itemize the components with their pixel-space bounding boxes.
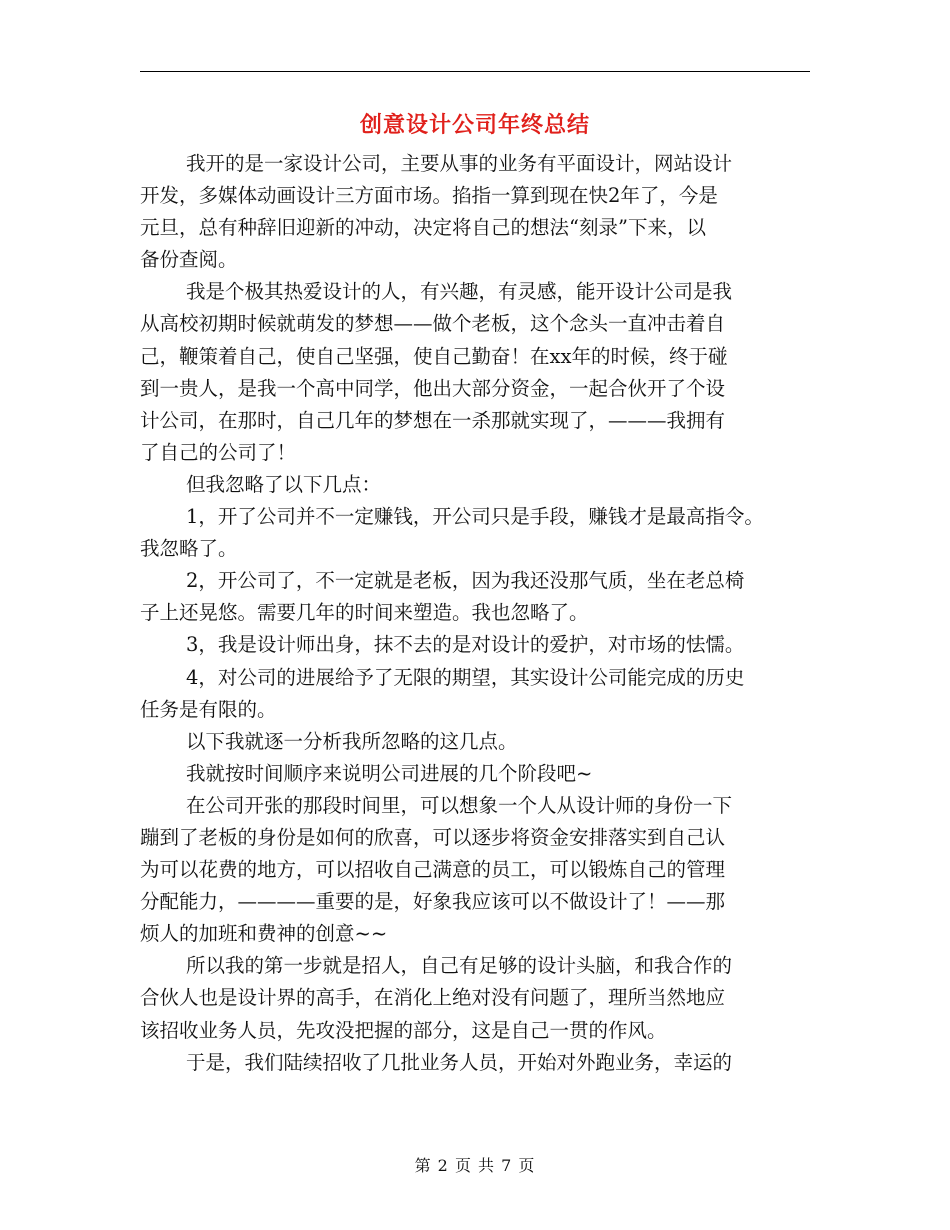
text-line: 分配能力，————重要的是，好象我应该可以不做设计了！——那 <box>140 890 726 914</box>
header-rule <box>140 71 810 72</box>
text-line: 我就按时间顺序来说明公司进展的几个阶段吧~ <box>186 761 593 785</box>
text-line: 以下我就逐一分析我所忽略的这几点。 <box>186 729 518 753</box>
text-line: 烦人的加班和费神的创意~~ <box>140 922 388 946</box>
text-line: 子上还晃悠。需要几年的时间来塑造。我也忽略了。 <box>140 601 589 625</box>
text-line: 该招收业务人员，先攻没把握的部分，这是自己一贯的作风。 <box>140 1018 667 1042</box>
text-line: 4，对公司的进展给予了无限的期望，其实设计公司能完成的历史 <box>186 665 745 689</box>
text-line: 在公司开张的那段时间里，可以想象一个人从设计师的身份一下 <box>186 793 733 817</box>
text-line: 开发，多媒体动画设计三方面市场。掐指一算到现在快2年了，今是 <box>140 184 718 208</box>
text-line: 为可以花费的地方，可以招收自己满意的员工，可以锻炼自己的管理 <box>140 858 726 882</box>
text-line: 但我忽略了以下几点： <box>186 472 382 496</box>
text-line: 我忽略了。 <box>140 537 238 561</box>
text-line: 元旦，总有种辞旧迎新的冲动，决定将自己的想法“刻录”下来，以 <box>140 216 706 240</box>
text-line: 3，我是设计师出身，抹不去的是对设计的爱护，对市场的怯懦。 <box>186 633 745 657</box>
text-line: 任务是有限的。 <box>140 697 277 721</box>
text-line: 于是，我们陆续招收了几批业务人员，开始对外跑业务，幸运的 <box>186 1050 733 1074</box>
text-line: 了自己的公司了！ <box>140 440 297 464</box>
text-line: 到一贵人，是我一个高中同学，他出大部分资金，一起合伙开了个设 <box>140 376 726 400</box>
text-line: 己，鞭策着自己，使自己坚强，使自己勤奋！在xx年的时候，终于碰 <box>140 344 728 368</box>
document-title: 创意设计公司年终总结 <box>359 112 590 138</box>
text-line: 2，开公司了，不一定就是老板，因为我还没那气质，坐在老总椅 <box>186 569 745 593</box>
document-body <box>140 148 810 1079</box>
text-line: 合伙人也是设计界的高手，在消化上绝对没有问题了，理所当然地应 <box>140 986 726 1010</box>
text-line: 计公司，在那时，自己几年的梦想在一杀那就实现了，———我拥有 <box>140 408 726 432</box>
text-line: 我是个极其热爱设计的人，有兴趣，有灵感，能开设计公司是我 <box>186 280 733 304</box>
text-line: 所以我的第一步就是招人，自己有足够的设计头脑，和我合作的 <box>186 954 733 978</box>
text-line: 1，开了公司并不一定赚钱，开公司只是手段，赚钱才是最高指令。 <box>186 505 764 529</box>
text-line: 备份查阅。 <box>140 248 238 272</box>
text-line: 我开的是一家设计公司，主要从事的业务有平面设计，网站设计 <box>186 152 733 175</box>
text-line: 蹦到了老板的身份是如何的欣喜，可以逐步将资金安排落实到自己认 <box>140 825 726 849</box>
text-line: 从高校初期时候就萌发的梦想——做个老板，这个念头一直冲击着自 <box>140 312 726 336</box>
page-footer: 第 2 页 共 7 页 <box>414 1156 536 1175</box>
